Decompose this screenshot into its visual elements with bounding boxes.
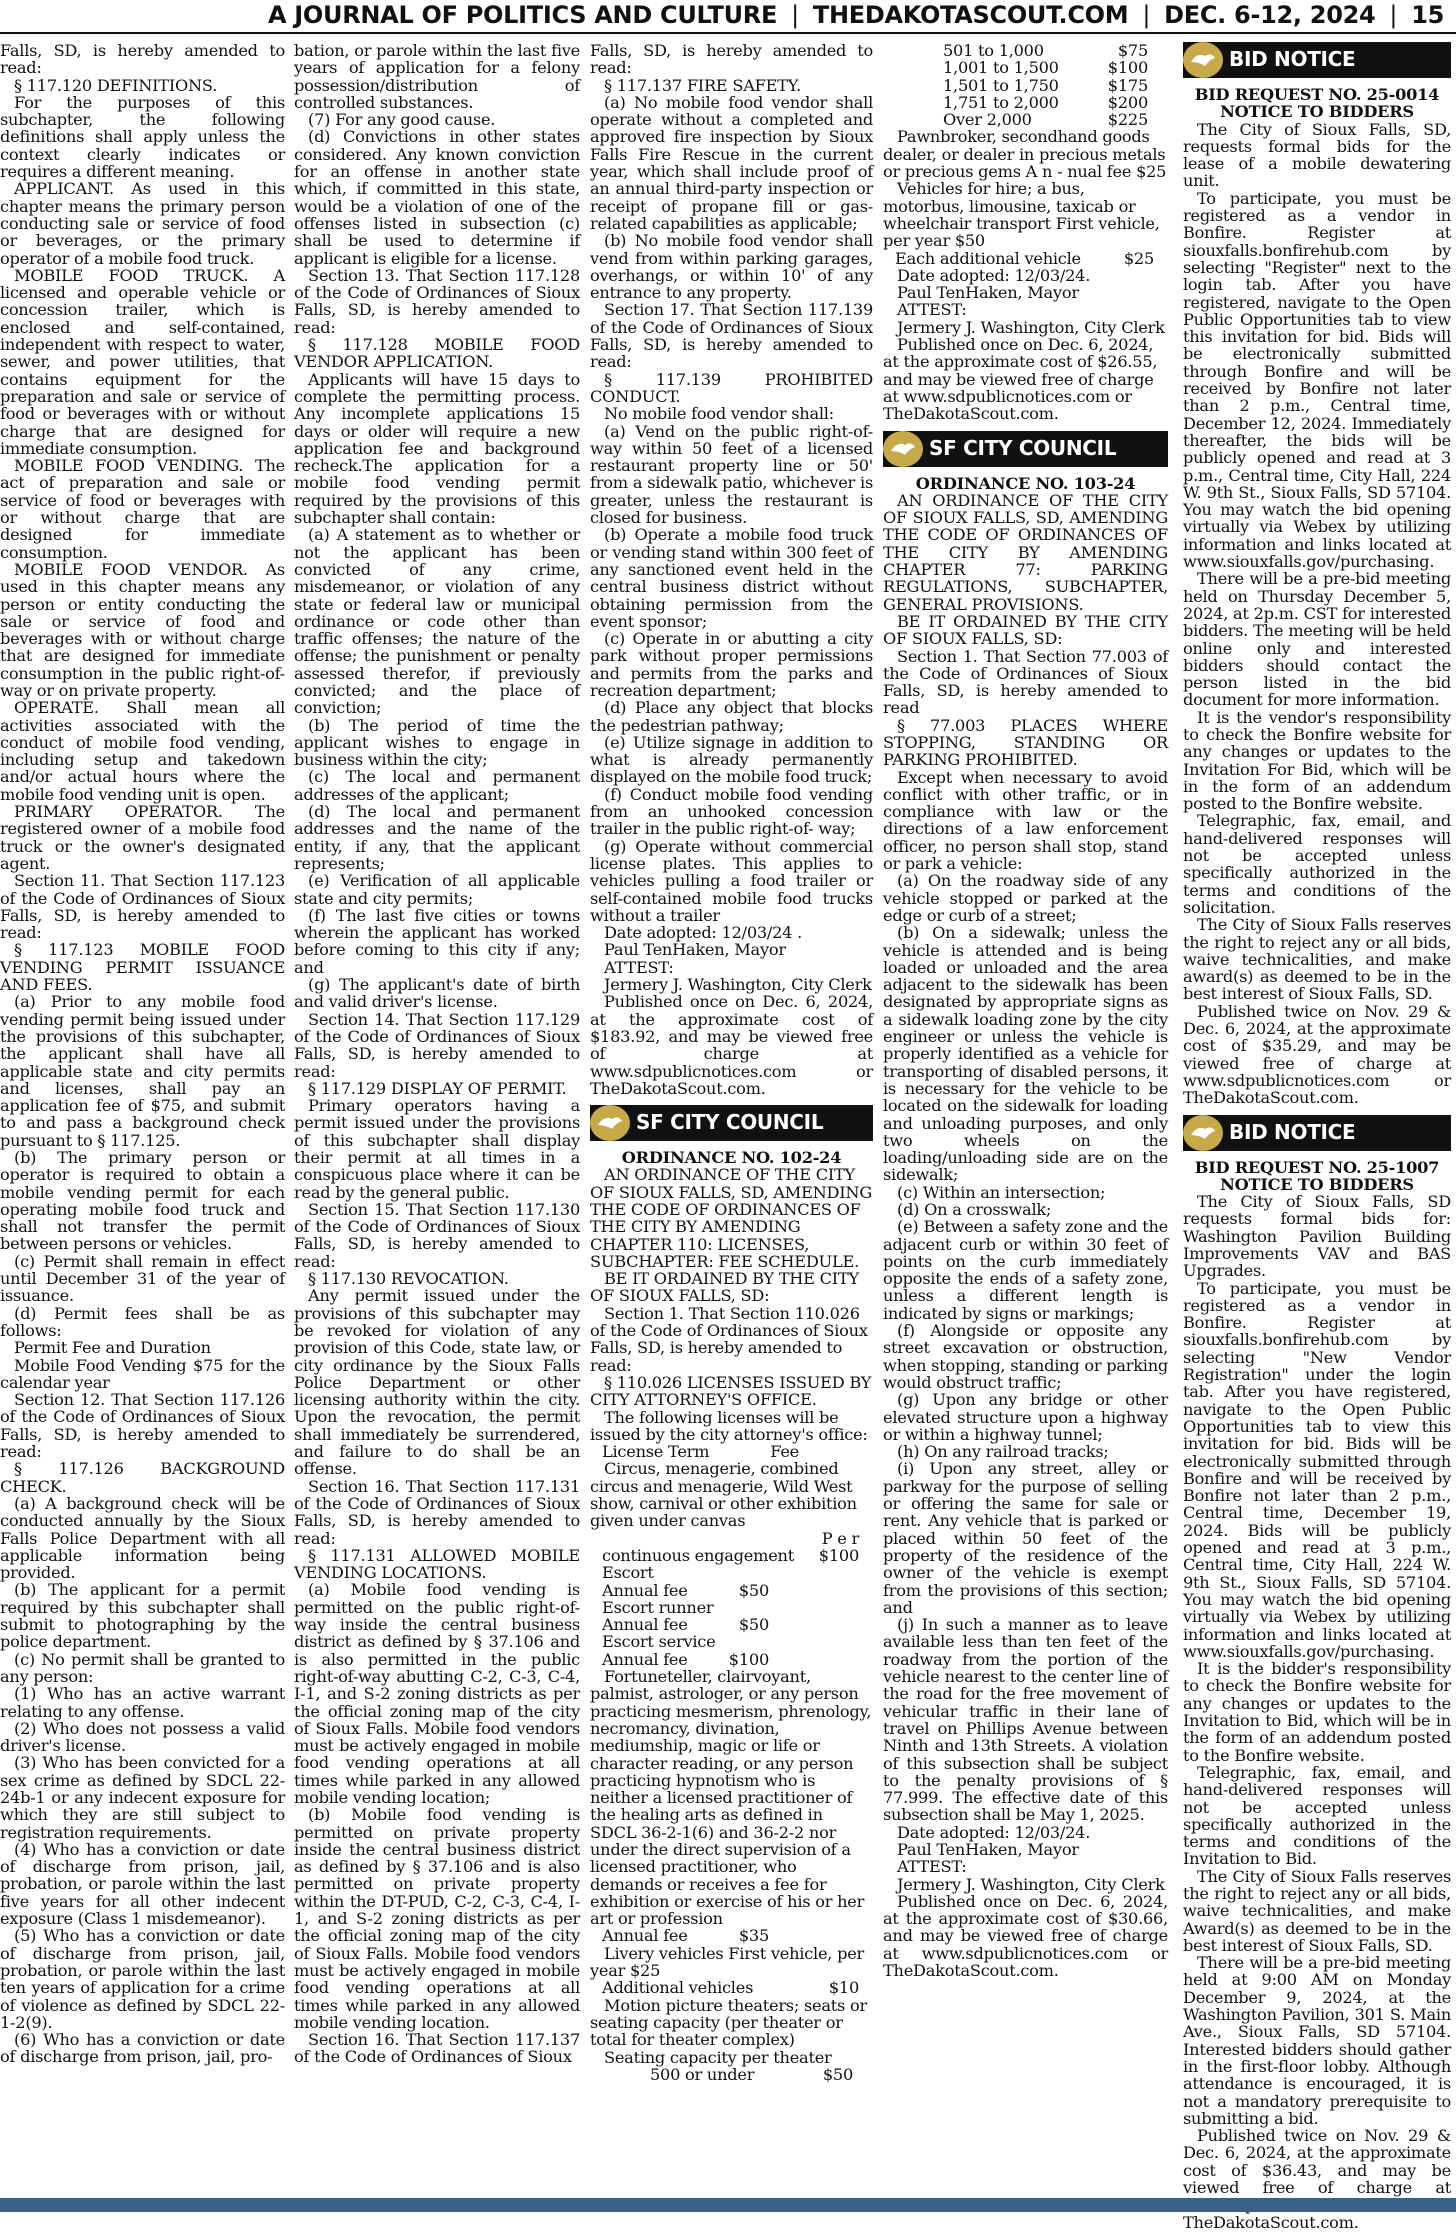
- notice-paragraph: (b) The primary person or operator is required to obtain a mobile vending permit for each operating mobile food truck and shall not transfer the permit between persons or vehicles.: [0, 1148, 285, 1254]
- notice-paragraph: (c) Operate in or abutting a city park without proper permissions and permits from the parks and recreation department;: [590, 629, 873, 700]
- fee-fortune: Fortuneteller, clairvoyant, palmist, astrologer, or any person practicing mesmerism, phrenology, necromancy, divination, mediumship, magic or life or character reading, or any person practicing hypnotism who is neither a licensed practitioner of the healing arts as defined in SDCL 36-2-1(6) and 36-2-2 nor under the direct supervision of a licensed practitioner, who demands or receives a fee for exhibition or exercise of his or her art or profession: [590, 1667, 872, 1929]
- fee-row: Each additional vehicle $25: [895, 248, 1154, 268]
- header-divider: |: [791, 1, 799, 29]
- ordinance-ordained: BE IT ORDAINED BY THE CITY OF SIOUX FALLS, SD:: [590, 1269, 859, 1306]
- notice-paragraph: (a) Prior to any mobile food vending permit being issued under the provisions of this subchapter, the applicant shall have all applicable state and city permits and licenses, shall pay an application fee of $75, and submit to and pass a background check pursuant to § 117.125.: [0, 992, 285, 1150]
- notice-paragraph: Section 11. That Section 117.123 of the Code of Ordinances of Sioux Falls, SD, is hereby amended to read:: [0, 871, 285, 943]
- ordinance-102-24-continued: [883, 42, 1168, 423]
- notice-paragraph: (i) Upon any street, alley or parkway for the purpose of selling or offering the same for sale or rent. Any vehicle that is parked or placed within 50 feet of the property of the residence of the owner of the vehicle is exempt from the provisions of this section; and: [883, 1459, 1168, 1617]
- bid-notice-banner: [1183, 42, 1451, 78]
- notice-paragraph: NOTICE TO BIDDERS: [1220, 1174, 1414, 1194]
- notice-paragraph: Section 14. That Section 117.129 of the Code of Ordinances of Sioux Falls, SD, is hereby amended to read:: [294, 1009, 580, 1081]
- column-2: [294, 42, 580, 2192]
- notice-paragraph: AN ORDINANCE OF THE CITY OF SIOUX FALLS, SD, AMENDING THE CODE OF ORDINANCES OF THE CITY BY AMENDING CHAPTER 77: PARKING REGULATIONS, SUBCHAPTER, GENERAL PROVISIONS.: [883, 490, 1168, 614]
- notice-paragraph: MOBILE FOOD TRUCK. A licensed and operable vehicle or concession trailer, which is enclosed and self-contained, independent with respect to water, sewer, and power utilities, that contains equipment for the preparation and sale or service of food or beverages with or without charge that are designed for immediate consumption.: [0, 265, 285, 458]
- notice-paragraph: (4) Who has a conviction or date of discharge from prison, jail, probation, or parole within the last five years for all other indecent exposure (Class 1 misdemeanor).: [0, 1839, 285, 1929]
- notice-paragraph: BID REQUEST NO. 25-1007: [1194, 1157, 1440, 1177]
- notice-paragraph: BID REQUEST NO. 25-0014: [1194, 85, 1440, 104]
- site-name[interactable]: THEDAKOTASCOUT.COM: [812, 1, 1129, 29]
- seat-row: 1,501 to 1,750 $175: [943, 75, 1148, 95]
- notice-paragraph: § 117.120 DEFINITIONS.: [14, 75, 218, 95]
- notice-paragraph: § 77.003 PLACES WHERE STOPPING, STANDING OR PARKING PROHIBITED.: [883, 715, 1168, 770]
- scout-emblem-icon: [1183, 42, 1223, 78]
- fee-row: Escort runner: [602, 1597, 714, 1617]
- notice-paragraph: Published twice on Nov. 29 & Dec. 6, 2024, at the approximate cost of $35.29, and may be viewed free of charge at www.sdpublicnotices.com or TheDakotaScout.com.: [1183, 1001, 1451, 1108]
- notice-paragraph: (a) Mobile food vending is permitted on the public right-of-way inside the central business district as defined by § 37.106 and is also permitted in the public right-of-way abutting C-2, C-3, C-4, I-1, and S-2 zoning districts as per the official zoning map of the city of Sioux Falls. Mobile food vendors must be actively engaged in mobile food vending operations at all times while parked in any allowed mobile vending location;: [294, 1580, 580, 1807]
- notice-paragraph: (e) Verification of all applicable state and city permits;: [294, 871, 580, 908]
- column-3: [590, 42, 873, 2192]
- notice-paragraph: (g) Operate without commercial license plates. This applies to vehicles pulling a food trailer or self-contained mobile food trucks without a trailer: [590, 836, 873, 925]
- notice-paragraph: Section 16. That Section 117.131 of the Code of Ordinances of Sioux Falls, SD, is hereby amended to read:: [294, 1476, 580, 1548]
- notice-paragraph: Jermery J. Washington, City Clerk: [897, 1874, 1165, 1894]
- notice-paragraph: To participate, you must be registered as a vendor in Bonfire. Register at siouxfalls.bonfirehub.com by selecting "Register" next to the login tab. After you have registered, navigate to the Open Public Opportunities tab to view this invitation for bid. Bids will be electronically submitted through Bonfire and will be received by Bonfire not later than 2 p.m., Central time, December 12, 2024. Immediately thereafter, the bids will be publicly opened and read at 3 p.m., Central time, City Hall, 224 W. 9th St., Sioux Falls, SD 57104. You may watch the bid opening virtually via Webex by utilizing information and links located at www.siouxfalls.gov/purchasing.: [1183, 188, 1451, 572]
- ordinance-102-24: [590, 1149, 873, 2083]
- ordinance-title: ORDINANCE NO. 102-24: [621, 1148, 842, 1168]
- ordinance-lead: The following licenses will be issued by the city attorney's office:: [590, 1407, 868, 1444]
- notice-paragraph: (c) The local and permanent addresses of the applicant;: [294, 767, 580, 804]
- notice-paragraph: Telegraphic, fax, email, and hand-delivered responses will not be accepted unless specifically authorized in the terms and conditions of the Invitation to Bid.: [1183, 1762, 1451, 1869]
- fee-header-row: License Term Fee: [602, 1442, 799, 1462]
- notice-paragraph: The City of Sioux Falls reserves the right to reject any or all bids, waive technicalities, and make award(s) as deemed to be in the best interest of Sioux Falls, SD.: [1183, 915, 1451, 1004]
- notice-paragraph: (a) No mobile food vendor shall operate without a completed and approved fire inspection by Sioux Falls Fire Rescue in the current year, which shall include proof of an annual third-party inspection or receipt of propane fill or gas-related capabilities as applicable;: [590, 92, 873, 233]
- notice-paragraph: Section 1. That Section 77.003 of the Code of Ordinances of Sioux Falls, SD, is hereby amended to read: [883, 646, 1168, 718]
- notice-paragraph: (b) The applicant for a permit required by this subchapter shall submit to photographing by the police department.: [0, 1580, 285, 1652]
- ordinance-adopted: Date adopted: 12/03/24.: [897, 265, 1091, 285]
- notice-paragraph: § 117.129 DISPLAY OF PERMIT.: [308, 1078, 567, 1098]
- notice-paragraph: (e) Between a safety zone and the adjacent curb or within 30 feet of points on the curb immediately opposite the ends of a safety zone, unless a different length is indicated by signs or markings;: [883, 1217, 1168, 1323]
- seat-row: 501 to 1,000 $75: [943, 41, 1148, 60]
- fee-livery: Livery vehicles First vehicle, per year $25: [590, 1943, 865, 1981]
- notice-paragraph: The City of Sioux Falls reserves the right to reject any or all bids, waive technicalities, and make Award(s) as deemed to be in the best interest of Sioux Falls, SD.: [1183, 1866, 1451, 1955]
- notice-paragraph: (c) No permit shall be granted to any person:: [0, 1649, 285, 1686]
- seat-row: 1,001 to 1,500 $100: [943, 58, 1148, 78]
- ordinance-103-24: [883, 475, 1168, 1980]
- notice-paragraph: OPERATE. Shall mean all activities associated with the conduct of mobile food vending, including setup and takedown and/or actual hours where the mobile food vending unit is open.: [0, 698, 285, 804]
- fee-row: Annual fee $35: [602, 1926, 769, 1946]
- notice-paragraph: Date adopted: 12/03/24.: [897, 1822, 1091, 1842]
- scout-emblem-icon: [883, 431, 923, 467]
- banner-title: BID NOTICE: [1229, 47, 1356, 72]
- ordinance-published: Published once on Dec. 6, 2024, at the approximate cost of $26.55, and may be viewed free of charge at www.sdpublicnotices.com or TheDakotaScout.com.: [883, 335, 1158, 424]
- notice-paragraph: No mobile food vendor shall:: [604, 404, 834, 424]
- notice-paragraph: § 117.123 MOBILE FOOD VENDING PERMIT ISSUANCE AND FEES.: [0, 940, 285, 995]
- fee-row: Annual fee $50: [602, 1580, 769, 1600]
- header-divider: |: [1142, 1, 1151, 29]
- notice-paragraph: Primary operators having a permit issued under the provisions of this subchapter shall display their permit at all times in a conspicuous place where it can be read by the general public.: [294, 1096, 580, 1202]
- notice-paragraph: (f) The last five cities or towns wherein the applicant has worked before coming to this city if any; and: [294, 905, 580, 977]
- notice-paragraph: (j) In such a manner as to leave available less than ten feet of the roadway from the portion of the vehicle nearest to the center line of the road for the free movement of vehicular traffic in their lane of travel on Phillips Avenue between Ninth and 13th Streets. A violation of this subsection shall be subject to the penalty provisions of § 77.999. The effective date of this subsection shall be May 1, 2025.: [883, 1615, 1168, 1825]
- notice-paragraph: Section 16. That Section 117.137 of the Code of Ordinances of Sioux: [294, 2030, 580, 2067]
- column-1: [0, 42, 285, 2192]
- notice-paragraph: (b) On a sidewalk; unless the vehicle is attended and is being loaded or unloaded and the area adjacent to the sidewalk has been designated by appropriate signs as a sidewalk loading zone by the city engineer or unless the vehicle is properly identified as a vehicle for transporting of disabled persons, it is necessary for the vehicle to be located on the sidewalk for loading and unloading purposes, and only two wheels on the loading/unloading side are on the sidewalk;: [883, 923, 1168, 1185]
- notice-paragraph: There will be a pre-bid meeting held at 9:00 AM on Monday December 9, 2024, at the Washington Pavilion, 301 S. Main Ave., Sioux Falls, SD 57104. Interested bidders should gather in the first-floor lobby. Although attendance is encouraged, it is not a mandatory prerequisite to submitting a bid.: [1183, 1953, 1451, 2128]
- notice-paragraph: (c) Within an intersection;: [897, 1182, 1106, 1202]
- fee-row: Additional vehicles $10: [602, 1978, 859, 1998]
- notice-paragraph: Published once on Dec. 6, 2024, at the approximate cost of $183.92, and may be viewed free of charge at www.sdpublicnotices.com or TheDakotaScout.com.: [590, 992, 873, 1098]
- notice-paragraph: NOTICE TO BIDDERS: [1220, 102, 1414, 122]
- sf-city-council-banner: [883, 431, 1168, 467]
- notice-paragraph: Date adopted: 12/03/24 .: [604, 923, 803, 943]
- notice-paragraph: (d) Permit fees shall be as follows:: [0, 1303, 285, 1340]
- fee-row: Annual fee $100: [602, 1649, 769, 1669]
- notice-paragraph: (3) Who has been convicted for a sex crime as defined by SDCL 22-24b-1 or any indecent exposure for which they are still subject to registration requirements.: [0, 1753, 285, 1842]
- notice-paragraph: The City of Sioux Falls, SD, requests formal bids for the lease of a mobile dewatering unit.: [1183, 119, 1451, 191]
- notice-paragraph: Mobile Food Vending $75 for the calendar year: [0, 1355, 285, 1392]
- notice-paragraph: (d) Place any object that blocks the pedestrian pathway;: [590, 698, 873, 735]
- column-5: [1183, 42, 1451, 2232]
- ordinance-clerk: Jermery J. Washington, City Clerk: [897, 317, 1165, 337]
- notice-paragraph: Published once on Dec. 6, 2024, at the approximate cost of $30.66, and may be viewed free of charge at www.sdpublicnotices.com or TheDakotaScout.com.: [883, 1891, 1168, 1981]
- ordinance-intro: AN ORDINANCE OF THE CITY OF SIOUX FALLS, SD, AMENDING THE CODE OF ORDINANCES OF THE CITY BY AMENDING CHAPTER 110: LICENSES, SUBCHAPTER: FEE SCHEDULE.: [590, 1165, 873, 1271]
- notice-paragraph: (c) Permit shall remain in effect until December 31 of the year of issuance.: [0, 1251, 285, 1306]
- notice-paragraph: Jermery J. Washington, City Clerk: [604, 975, 872, 995]
- issue-dates: DEC. 6-12, 2024: [1164, 1, 1376, 29]
- notice-paragraph: ATTEST:: [604, 957, 674, 977]
- notice-paragraph: Section 17. That Section 117.139 of the Code of Ordinances of Sioux Falls, SD, is hereby amended to read:: [590, 300, 873, 372]
- notice-paragraph: Paul TenHaken, Mayor: [604, 940, 786, 960]
- ordinance-attest: ATTEST:: [897, 300, 967, 320]
- notice-paragraph: (b) Operate a mobile food truck or vending stand within 300 feet of any sanctioned event held in the central business district without obtaining permission from the event sponsor;: [590, 525, 873, 631]
- page-number: 15: [1411, 1, 1444, 29]
- scout-emblem-icon: [590, 1105, 630, 1141]
- fee-row: Escort service: [602, 1632, 716, 1652]
- notice-paragraph: Section 12. That Section 117.126 of the Code of Ordinances of Sioux Falls, SD, is hereby amended to read:: [0, 1390, 285, 1462]
- notice-paragraph: (a) On the roadway side of any vehicle stopped or parked at the edge or curb of a street;: [883, 871, 1168, 925]
- scout-emblem-icon: [1183, 1115, 1223, 1151]
- notice-paragraph: Permit Fee and Duration: [14, 1338, 211, 1358]
- notice-paragraph: (a) A statement as to whether or not the applicant has been convicted of any crime, misdemeanor, or violation of any state or federal law or municipal ordinance or code other than traffic offenses; the nature of the offense; the punishment or penalty assessed therefor, if previously convicted; and the place of conviction;: [294, 525, 580, 718]
- notice-paragraph: (g) The applicant's date of birth and valid driver's license.: [294, 975, 580, 1012]
- notice-paragraph: Telegraphic, fax, email, and hand-delivered responses will not be accepted unless specifically authorized in the terms and conditions of the solicitation.: [1183, 811, 1451, 917]
- notice-paragraph: Section 13. That Section 117.128 of the Code of Ordinances of Sioux Falls, SD, is hereby amended to read:: [294, 265, 580, 337]
- notice-paragraph: § 117.126 BACKGROUND CHECK.: [0, 1459, 285, 1496]
- notice-paragraph: § 117.137 FIRE SAFETY.: [604, 75, 801, 95]
- ordinance-heading: § 110.026 LICENSES ISSUED BY CITY ATTORNEY'S OFFICE.: [590, 1372, 872, 1410]
- seat-row: 1,751 to 2,000 $200: [943, 92, 1148, 112]
- notice-paragraph: MOBILE FOOD VENDOR. As used in this chapter means any person or entity conducting the sale or service of food and beverages with or without charge that are designed for immediate consumption in the public right-of-way or on private property.: [0, 559, 285, 700]
- notice-paragraph: (2) Who does not possess a valid driver's license.: [0, 1718, 285, 1756]
- notice-paragraph: Any permit issued under the provisions of this subchapter may be revoked for violation of any provision of this Code, state law, or city ordinance by the Sioux Falls Police Department or other licensing authority within the city. Upon the revocation, the permit shall immediately be surrendered, and failure to do shall be an offense.: [294, 1286, 580, 1479]
- notice-paragraph: § 117.130 REVOCATION.: [308, 1269, 509, 1289]
- notice-paragraph: To participate, you must be registered as a vendor in Bonfire. Register at siouxfalls.bonfirehub.com by selecting "New Vendor Registration" under the login tab. After you have registered, navigate to the Open Public Opportunities tab to view this invitation for bid. Bids will be electronically submitted through Bonfire and will be received by Bonfire not later than 2 p.m., Central time, December 19, 2024. Bids will be publicly opened and read at 3 p.m., Central time, City Hall, 224 W. 9th St., Sioux Falls, SD 57104. You may watch the bid opening virtually via Webex by utilizing information and links located at www.siouxfalls.gov/purchasing.: [1183, 1278, 1451, 1661]
- notice-paragraph: § 117.139 PROHIBITED CONDUCT.: [590, 369, 873, 406]
- banner-title: SF CITY COUNCIL: [636, 1110, 824, 1135]
- footer-bar: [0, 2198, 1456, 2212]
- journal-tagline: A JOURNAL OF POLITICS AND CULTURE: [267, 1, 778, 29]
- notice-paragraph: (7) For any good cause.: [308, 110, 496, 130]
- notice-paragraph: Published twice on Nov. 29 & Dec. 6, 2024, at the approximate cost of $36.43, and may be viewed free of charge at TheDakotaScout.com.: [1183, 2126, 1451, 2232]
- seat-row: 500 or under $50: [650, 2064, 853, 2084]
- header-rule: [0, 32, 1456, 34]
- ordinance-section: Section 1. That Section 110.026 of the Code of Ordinances of Sioux Falls, SD, is hereby amended to read:: [590, 1303, 868, 1375]
- notice-paragraph: (e) Utilize signage in addition to what is already permanently displayed on the mobile food truck;: [590, 732, 873, 787]
- notice-paragraph: bation, or parole within the last five years of application for a felony possession/distribution of controlled substances.: [294, 41, 580, 112]
- fee-pawn: Pawnbroker, secondhand goods dealer, or dealer in precious metals or precious gems A n - nual fee $25: [883, 127, 1167, 182]
- notice-paragraph: Except when necessary to avoid conflict with other traffic, or in compliance with law or the directions of a law enforcement officer, no person shall stop, stand or park a vehicle:: [883, 767, 1168, 874]
- fee-row: continuous engagement $100: [602, 1545, 859, 1565]
- notice-paragraph: (1) Who has an active warrant relating to any offense.: [0, 1684, 285, 1721]
- notice-paragraph: It is the bidder's responsibility to check the Bonfire website for any changes or updates to the Invitation to Bid, which will be in the form of an addendum posted to the Bonfire website.: [1183, 1659, 1451, 1765]
- ordinance-mayor: Paul TenHaken, Mayor: [897, 283, 1079, 303]
- banner-title: SF CITY COUNCIL: [929, 435, 1117, 460]
- bid-notice-banner: [1183, 1115, 1451, 1151]
- mobile-food-continued: [590, 42, 873, 1097]
- notice-paragraph: ATTEST:: [897, 1857, 967, 1877]
- notice-paragraph: (6) Who has a conviction or date of discharge from prison, jail, pro-: [0, 2030, 285, 2067]
- fee-row: Annual fee $50: [602, 1615, 769, 1635]
- page-header: [0, 0, 1456, 30]
- seat-row: Over 2,000 $225: [943, 110, 1148, 130]
- notice-paragraph: (g) Upon any bridge or other elevated structure upon a highway or within a highway tunnel;: [883, 1390, 1168, 1444]
- sf-city-council-banner: [590, 1105, 873, 1141]
- notice-paragraph: (b) Mobile food vending is permitted on private property inside the central business district as defined by § 37.106 and is also permitted on private property within the DT-PUD, C-2, C-3, C-4, I-1, and S-2 zoning districts as per the official zoning map of the city of Sioux Falls. Mobile food vendors must be actively engaged in mobile food vending operations at all times while parked in any allowed mobile vending location.: [294, 1805, 580, 2032]
- fee-row: P e r: [821, 1528, 859, 1548]
- notice-paragraph: (d) Convictions in other states considered. Any known conviction for an offense in another state which, if committed in this state, would be a violation of one of the offenses listed in subsection (c) shall be used to determine if applicant is eligible for a license.: [294, 127, 580, 268]
- notice-paragraph: (b) The period of time the applicant wishes to engage in business within the city;: [294, 715, 580, 770]
- notice-paragraph: (d) On a crosswalk;: [897, 1200, 1052, 1219]
- notice-paragraph: PRIMARY OPERATOR. The registered owner of a mobile food truck or the owner's designated agent.: [0, 802, 285, 873]
- notice-paragraph: MOBILE FOOD VENDING. The act of preparation and sale or service of food or beverages with or without charge that are designed for immediate consumption.: [0, 456, 285, 562]
- fee-hire: Vehicles for hire; a bus, motorbus, limousine, taxicab or wheelchair transport First vehicle, per year $50: [883, 179, 1160, 251]
- notice-paragraph: Paul TenHaken, Mayor: [897, 1839, 1079, 1859]
- notice-paragraph: Applicants will have 15 days to complete the permitting process. Any incomplete applications 15 days or older will require a new application fee and background recheck.The application for a mobile food vending permit required by the provisions of this subchapter shall contain:: [294, 369, 580, 528]
- notice-paragraph: (a) A background check will be conducted annually by the Sioux Falls Police Department with all applicable information being provided.: [0, 1493, 285, 1583]
- notice-paragraph: § 117.128 MOBILE FOOD VENDOR APPLICATION.: [294, 335, 580, 372]
- notice-paragraph: (a) Vend on the public right-of-way within 50 feet of a licensed restaurant property line or 50' from a sidewalk patio, whichever is greater, unless the restaurant is closed for business.: [590, 421, 873, 528]
- notice-paragraph: The City of Sioux Falls, SD requests formal bids for: Washington Pavilion Building Improvements VAV and BAS Upgrades.: [1183, 1192, 1451, 1281]
- notice-paragraph: (d) The local and permanent addresses and the name of the entity, if any, that the applicant represents;: [294, 802, 580, 873]
- notice-paragraph: There will be a pre-bid meeting held on Thursday December 5, 2024, at 2p.m. CST for interested bidders. The meeting will be held online only and interested bidders should contact the person listed in the bid document for more information.: [1183, 569, 1451, 710]
- bid-request-25-1007: [1183, 1159, 1451, 2231]
- header-divider: |: [1389, 1, 1398, 29]
- column-4: [883, 42, 1168, 2192]
- notice-paragraph: APPLICANT. As used in this chapter means the primary person conducting sale or service of food or beverages, or the primary operator of a mobile food truck.: [0, 179, 285, 268]
- notice-paragraph: Falls, SD, is hereby amended to read:: [0, 41, 285, 78]
- bid-request-25-0014: [1183, 86, 1451, 1107]
- notice-paragraph: (b) No mobile food vendor shall vend from within parking garages, overhangs, or within 10' of any entrance to any property.: [590, 231, 873, 303]
- notice-paragraph: (h) On any railroad tracks;: [897, 1442, 1109, 1462]
- notice-paragraph: For the purposes of this subchapter, the following definitions shall apply unless the context clearly indicates or requires a different meaning.: [0, 92, 285, 182]
- banner-title: BID NOTICE: [1229, 1119, 1356, 1144]
- notice-paragraph: § 117.131 ALLOWED MOBILE VENDING LOCATIONS.: [294, 1545, 580, 1583]
- notice-paragraph: (f) Alongside or opposite any street excavation or obstruction, when stopping, standing or parking would obstruct traffic;: [883, 1321, 1168, 1392]
- notice-paragraph: It is the vendor's responsibility to check the Bonfire website for any changes or updates to the Invitation For Bid, which will be in the form of an addendum posted to the Bonfire website.: [1183, 707, 1451, 814]
- fee-circus: Circus, menagerie, combined circus and menagerie, Wild West show, carnival or other exhibition given under canvas: [590, 1459, 857, 1531]
- fee-motion: Motion picture theaters; seats or seating capacity (per theater or total for theater complex): [590, 1995, 867, 2050]
- notice-paragraph: (f) Conduct mobile food vending from an unhooked concession trailer in the public right-of- way;: [590, 784, 873, 839]
- notice-paragraph: Falls, SD, is hereby amended to read:: [590, 41, 873, 78]
- notice-paragraph: Section 15. That Section 117.130 of the Code of Ordinances of Sioux Falls, SD, is hereby amended to read:: [294, 1199, 580, 1271]
- notice-paragraph: BE IT ORDAINED BY THE CITY OF SIOUX FALLS, SD:: [883, 611, 1168, 649]
- fee-seating: Seating capacity per theater: [604, 2047, 832, 2067]
- notice-paragraph: (5) Who has a conviction or date of discharge from prison, jail, probation, or parole within the last ten years of application for a crime of violence as defined by SDCL 22-1-2(9).: [0, 1926, 285, 2032]
- fee-row: Escort: [602, 1563, 654, 1583]
- notice-paragraph: ORDINANCE NO. 103-24: [915, 473, 1136, 493]
